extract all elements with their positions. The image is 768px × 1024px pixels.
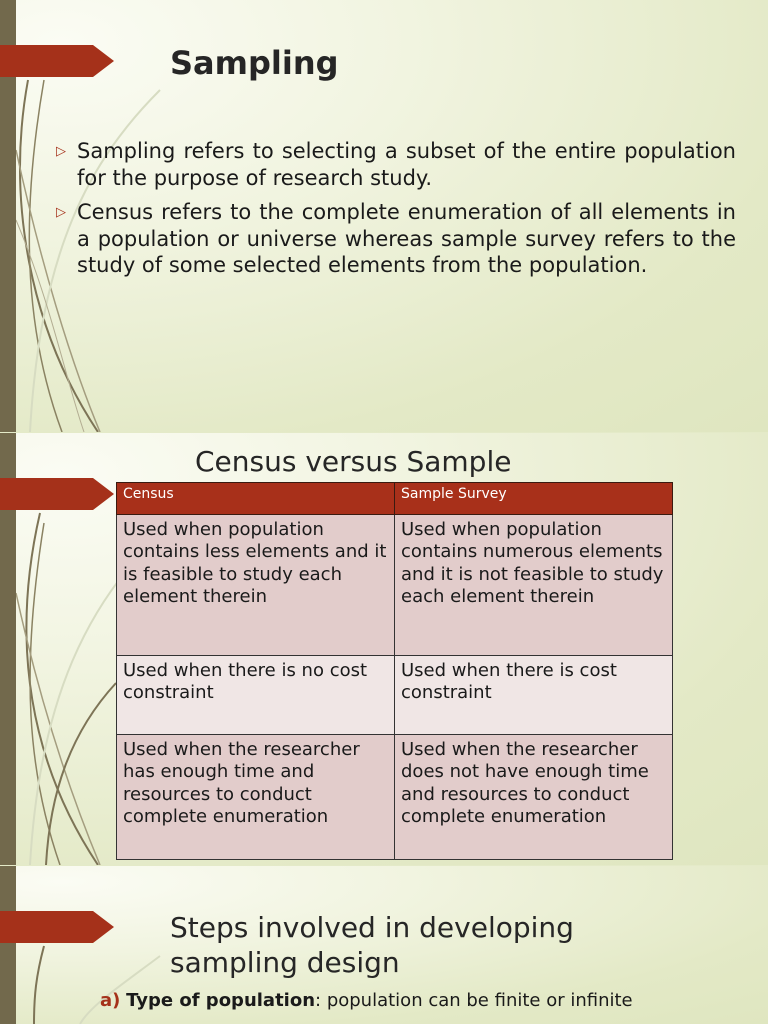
comparison-table [116, 482, 673, 860]
step-text: : population can be finite or infinite [315, 990, 633, 1011]
step-letter: a) [100, 990, 121, 1011]
list-item [100, 990, 633, 1012]
table-row [117, 515, 673, 656]
slide-sampling-design-steps [0, 866, 768, 1024]
table-header-row [117, 483, 673, 515]
table-cell: Used when population contains numerous elements and it is not feasible to study each element therein [395, 515, 673, 656]
sidebar-bar [0, 866, 16, 1024]
slide-title: Sampling [170, 44, 339, 82]
arrow-bullet-icon: ▷ [56, 144, 66, 159]
column-header-census: Census [117, 483, 395, 515]
table-cell: Used when there is no cost constraint [117, 656, 395, 735]
arrow-bullet-icon: ▷ [56, 205, 66, 220]
list-item [56, 138, 736, 191]
table-row [117, 735, 673, 860]
slide-census-vs-sample [0, 433, 768, 865]
title-line: sampling design [170, 946, 400, 979]
title-line: Steps involved in developing [170, 911, 574, 944]
table-cell: Used when there is cost constraint [395, 656, 673, 735]
steps-list [100, 990, 633, 1012]
bullet-text: Census refers to the complete enumeration of all elements in a population or universe whereas sample survey refers to the study of some selected elements from the population. [77, 200, 736, 277]
table-row [117, 656, 673, 735]
column-header-sample-survey: Sample Survey [395, 483, 673, 515]
slide-sampling [0, 0, 768, 432]
banner-arrow-icon [0, 478, 114, 510]
table-cell: Used when population contains less elements and it is feasible to study each element therein [117, 515, 395, 656]
slide-title [170, 910, 574, 980]
banner-arrow-icon [0, 911, 114, 943]
list-item [56, 199, 736, 279]
slide-title: Census versus Sample [195, 445, 512, 478]
banner-arrow-icon [0, 45, 114, 77]
table-cell: Used when the researcher has enough time and resources to conduct complete enumeration [117, 735, 395, 860]
step-term: Type of population [126, 990, 316, 1011]
bullet-text: Sampling refers to selecting a subset of the entire population for the purpose of research study. [77, 139, 736, 190]
bullet-list [56, 138, 736, 287]
table-cell: Used when the researcher does not have enough time and resources to conduct complete enumeration [395, 735, 673, 860]
